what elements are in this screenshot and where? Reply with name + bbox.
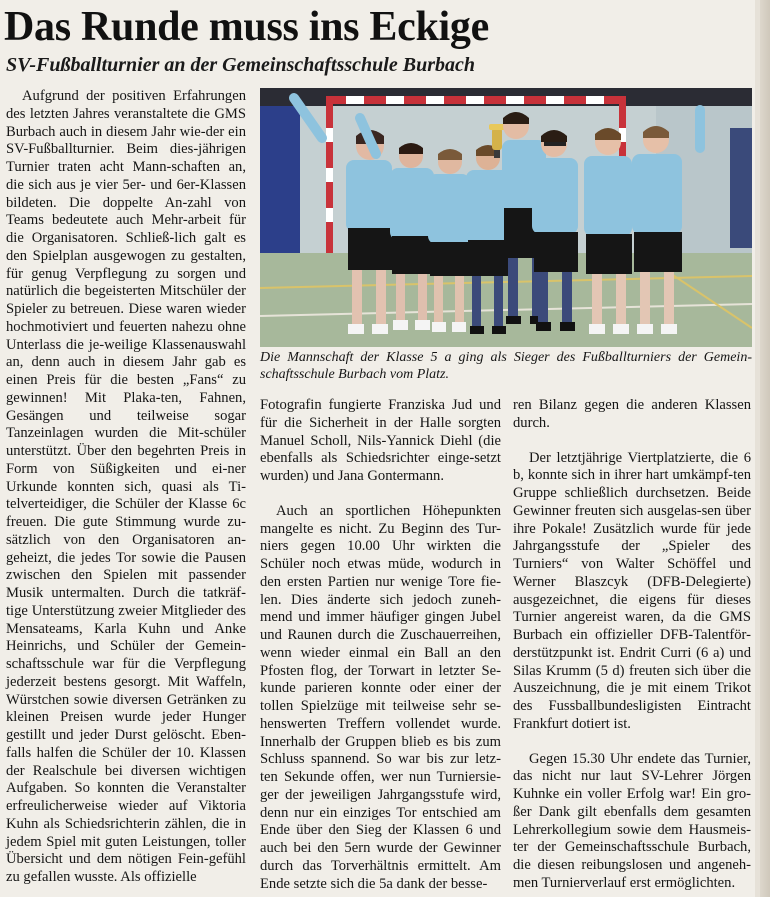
article-column-3: [513, 397, 751, 893]
paragraph: ren Bilanz gegen die anderen Klassen durch.: [513, 397, 751, 431]
paragraph: Aufgrund der positiven Erfahrungen des letzten Jahres veranstaltete die GMS Burbach auch in diesem Jahr wie-der ein SV-Fußballturnier. Beim dies-jährigen Turnier traten acht Mann-schaften an, die sich aus je vier 5er- und 6er-Klassen bildeten. Die doppelte An-zahl von Teams bedeutete auch Mehr-arbeit für die Organisatoren. Schließ-lich galt es den Spielplan ausgewogen zu gestalten, für genug Verpflegung zu sorgen und natürlich die begeisterten Mitschüler der Spieler zu betreuen. Diese waren wieder hochmotiviert und feuerten nahezu ohne Unterlass die je-weilige Klassenauswahl an, denn auch in diesem Jahr gab es einen Preis für die besten „Fans“ zu gewinnen! Mit Plaka-ten, Fahnen, Gesängen und teilweise sogar Tanzeinlagen wurden die Mit-schüler unterstützt. Über den begehrten Preis in Form von Süßigkeiten und ei-ner Urkunde konnten sich, quasi als Ti-telverteidiger, die Schüler der Klasse 6c freuen. Die gute Stimmung wurde zu-sätzlich von den Organisatoren an-geheizt, die jedes Tor sowie die Pausen zwischen den Spielen mit passender Musik untermalten. Durch die tatkräf-tige Unterstützung zweier Mitglieder des Mensateams, Karla Kuhn und Anke Heinrichs, und Schüler der Gemein-schaftsschule war für die Verpflegung jederzeit bestens gesorgt. Mit Waffeln, Würstchen sowie diversen Getränken zu kleinen Preisen wurde jeder Hunger gestillt und jeder Durst gelöscht. Eben-falls halfen die Schüler der 10. Klassen der Realschule bei diversen wichtigen Aufgaben. So konnten die Veranstalter erfreulicherweise wieder auf Viktoria Kuhn als Schiedsrichterin zählen, die in jedem Spiel mit guten Leistungen, toller Übersicht und dem nötigen Fein-gefühl zu gefallen wusste. Als offizielle: [6, 88, 246, 885]
team-photo-illustration: [260, 88, 752, 347]
adjacent-page-edge: [760, 0, 770, 897]
article-column-1: [6, 88, 246, 887]
paragraph: Fotografin fungierte Franziska Jud und für die Sicherheit in der Halle sorgten Manuel Scholl, Nils-Yannick Diehl (die ebenfalls als Schiedsrichter einge-setzt wurden) und Jana Gontermann.: [260, 397, 501, 484]
article-subheadline: SV-Fußballturnier an der Gemeinschaftsschule Burbach: [6, 54, 475, 76]
article-headline: Das Runde muss ins Eckige: [4, 4, 489, 50]
paragraph: Gegen 15.30 Uhr endete das Turnier, das nicht nur laut SV-Lehrer Jörgen Kuhnke ein voller Erfolg war! Ein gro-ßer Dank gilt ebenfalls dem gesamten Lehrerkollegium sowie dem Hausmeis-ter der Gemeinschaftsschule Burbach, die diesen reibungslosen und angeneh-men Turnierverlauf erst ermöglichten.: [513, 750, 751, 891]
article-column-2: [260, 397, 501, 893]
team-photo: [260, 88, 752, 347]
paragraph: Auch an sportlichen Höhepunkten mangelte es nicht. Zu Beginn des Tur-niers gegen 10.00 Uhr wirkten die Schüler noch etwas müde, wodurch in den ersten Partien nur wenige Tore fie-len. Dies änderte sich jedoch zuneh-mend und immer häufiger gingen Jubel und Raunen durch die Zuschauerreihen, wenn wieder einmal ein Ball an den Pfosten flog, der Torwart in letzter Se-kunde parieren konnte oder einer der tollen Spielzüge mit teilweise sehr se-henswerten Treffern vollendet wurde. Innerhalb der Gruppen blieb es bis zum Schluss spannend. So war bis zur letz-ten Sekunde offen, wer nun Turniersie-ger der jeweiligen Jahrgangsstufe wird, denn nur ein einziges Tor entschied am Ende über den Sieg der Klassen 6 und auch bei den 5ern wurde der Gewinner durch das Torverhältnis ermittelt. Am Ende setzte sich die 5a dank der besse-: [260, 502, 501, 892]
paragraph: Der letztjährige Viertplatzierte, die 6 b, konnte sich in ihrer hart umkämpf-ten Gruppe schließlich durchsetzen. Beide Gewinner freuten sich ausgelas-sen über ihre Pokale! Zusätzlich wurde für jede Jahrgangsstufe der „Spieler des Turniers“ von Walter Schöffel und Werner Blaszcyk (DFB-Delegierte) ausgezeichnet, die eigens für dieses Turnier angereist waren, da die GMS Burbach ein offizieller DFB-Talentför-derstützpunkt ist. Endrit Curri (6 a) und Silas Krumm (5 d) freuten sich über die Auszeichnung, die je mit einem Trikot des Fussballbundesligisten Eintracht Frankfurt dotiert ist.: [513, 449, 751, 732]
photo-caption: Die Mannschaft der Klasse 5 a ging als Sieger des Fußballturniers der Gemein-schaftsschule Burbach vom Platz.: [260, 350, 752, 382]
